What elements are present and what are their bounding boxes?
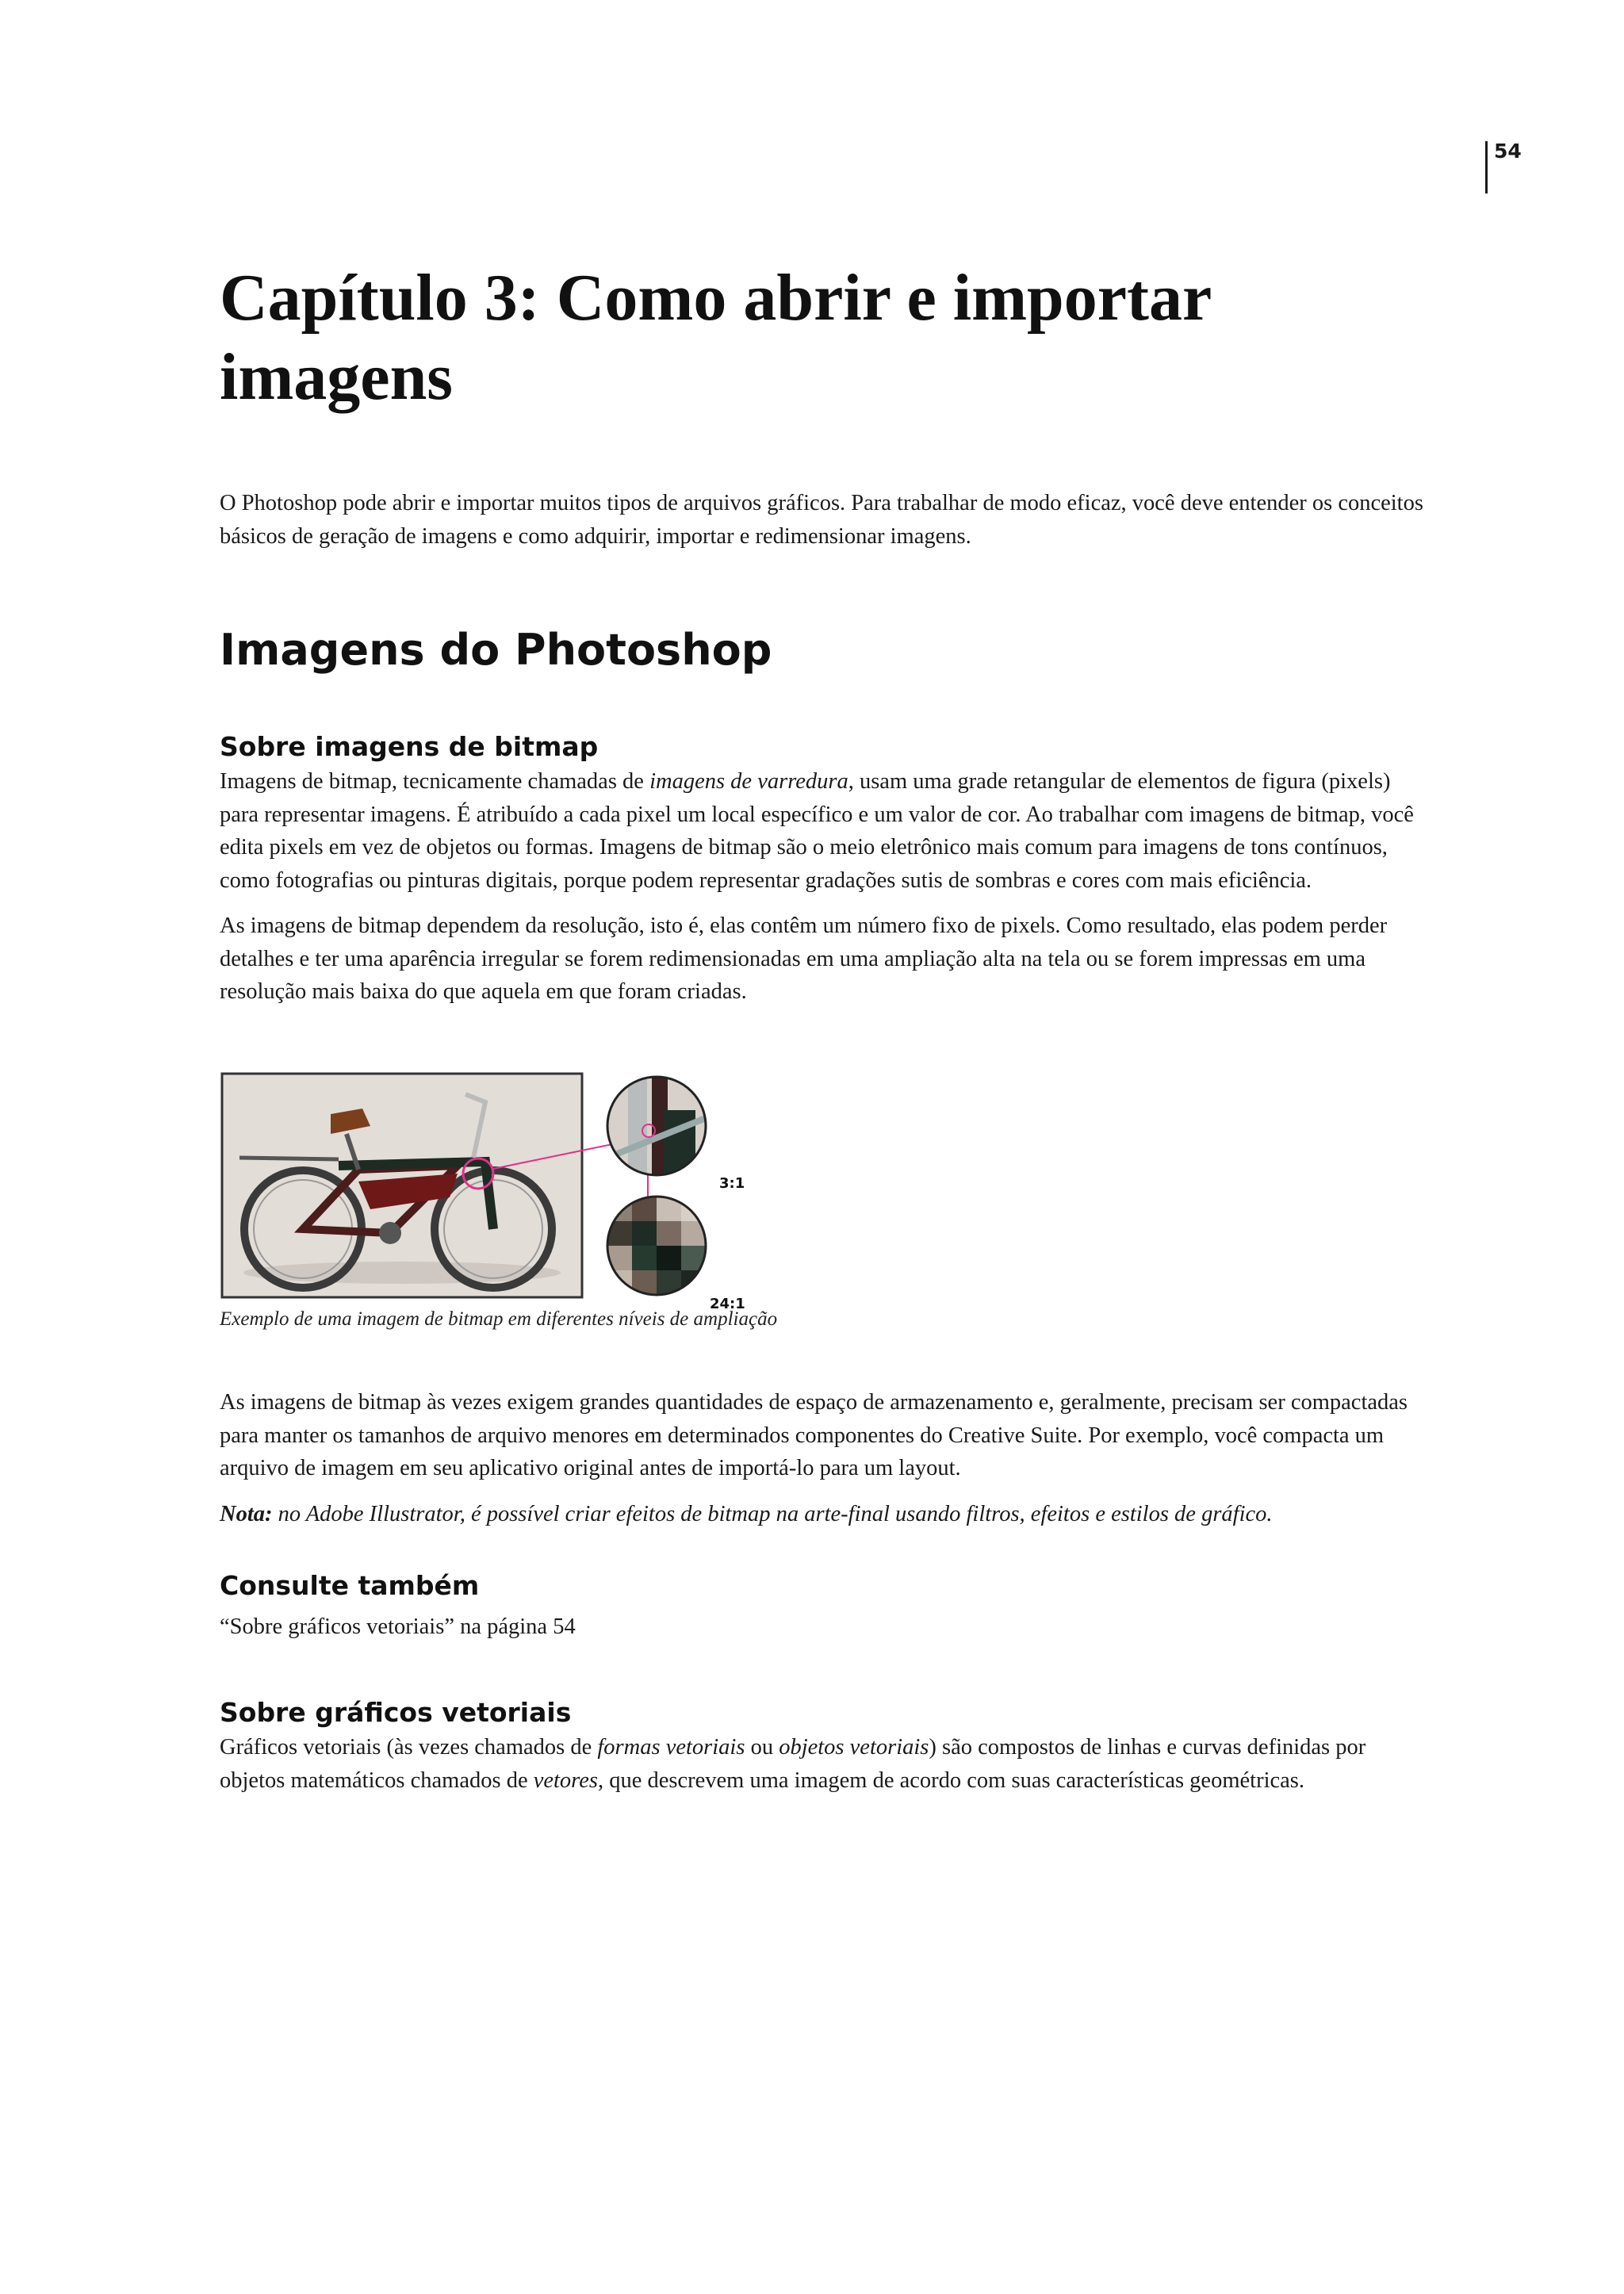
text-run: Imagens de bitmap, tecnicamente chamadas de bbox=[220, 769, 650, 794]
bitmap-paragraph-2: As imagens de bitmap dependem da resolução, isto é, elas contêm um número fixo de pixels. Como resultado, elas podem perder detalhes e ter uma aparência irregular se forem redimensionadas em uma ampliação alta na tela ou se forem impressas em uma resolução mais baixa do que aquela em que foram criadas. bbox=[220, 913, 1388, 1004]
note-text: no Adobe Illustrator, é possível criar efeitos de bitmap na arte-final usando filtros, efeitos e estilos de gráfico. bbox=[272, 1501, 1273, 1526]
note-label: Nota: bbox=[220, 1501, 273, 1526]
chapter-title: Capítulo 3: Como abrir e importar imagens bbox=[220, 261, 1211, 414]
zoom-label-3x: 3:1 bbox=[719, 1175, 745, 1192]
emphasis-run: formas vetoriais bbox=[597, 1735, 745, 1760]
figure-caption: Exemplo de uma imagem de bitmap em diferentes níveis de ampliação bbox=[220, 1308, 778, 1330]
emphasis-run: objetos vetoriais bbox=[779, 1735, 929, 1760]
vector-heading: Sobre gráficos vetoriais bbox=[220, 1697, 572, 1728]
bitmap-paragraph-3: As imagens de bitmap às vezes exigem grandes quantidades de espaço de armazenamento e, geralmente, precisam ser compactadas para manter os tamanhos de arquivo menores em determinados componentes do Creative Suite. Por exemplo, você compacta um arquivo de imagem em seu aplicativo original antes de importá-lo para um layout. bbox=[220, 1390, 1408, 1480]
text-run: , que descrevem uma imagem de acordo com suas características geométricas. bbox=[597, 1767, 1304, 1793]
intro-paragraph: O Photoshop pode abrir e importar muitos tipos de arquivos gráficos. Para trabalhar de modo eficaz, você deve entender os conceitos básicos de geração de imagens e como adquirir, importar e redimensionar imagens. bbox=[220, 491, 1423, 549]
text-run: , usam uma grade retangular de elementos de figura (pixels) para representar imagens. É atribuído a cada pixel um local específico e um valor de cor. Ao trabalhar com imagens de bitmap, você edita pixels em vez de objetos ou formas. Imagens de bitmap são o meio eletrônico mais comum para imagens de tons contínuos, como fotografias ou pinturas digitais, porque podem representar gradações sutis de sombras e cores com mais eficiência. bbox=[220, 769, 1414, 893]
bitmap-heading: Sobre imagens de bitmap bbox=[220, 731, 599, 762]
section-heading: Imagens do Photoshop bbox=[220, 625, 772, 675]
note-paragraph bbox=[220, 1498, 1425, 1531]
bitmap-paragraph-1 bbox=[220, 765, 1425, 897]
text-run: Gráficos vetoriais (às vezes chamados de bbox=[220, 1735, 598, 1760]
see-also-heading: Consulte também bbox=[220, 1570, 480, 1601]
bitmap-section-continued bbox=[220, 1386, 1425, 1530]
vector-section bbox=[220, 1697, 1425, 1797]
emphasis-run: imagens de varredura bbox=[649, 769, 848, 794]
see-also-section bbox=[220, 1570, 1425, 1644]
zoom-3x-circle bbox=[607, 1077, 706, 1175]
page-number-rule bbox=[1485, 141, 1488, 193]
text-run: ou bbox=[745, 1735, 779, 1760]
page-number: 54 bbox=[1494, 140, 1522, 163]
emphasis-run: vetores bbox=[533, 1767, 598, 1793]
bitmap-section bbox=[220, 731, 1425, 1009]
zoom-label-24x: 24:1 bbox=[710, 1296, 745, 1308]
see-also-link[interactable]: “Sobre gráficos vetoriais” na página 54 bbox=[220, 1614, 576, 1639]
vector-paragraph-1 bbox=[220, 1731, 1425, 1797]
zoom-24x-circle bbox=[607, 1197, 706, 1295]
bitmap-figure bbox=[220, 1070, 775, 1308]
text-run: ) são compostos de linhas e curvas definidas por objetos matemáticos chamados de bbox=[220, 1735, 1366, 1793]
